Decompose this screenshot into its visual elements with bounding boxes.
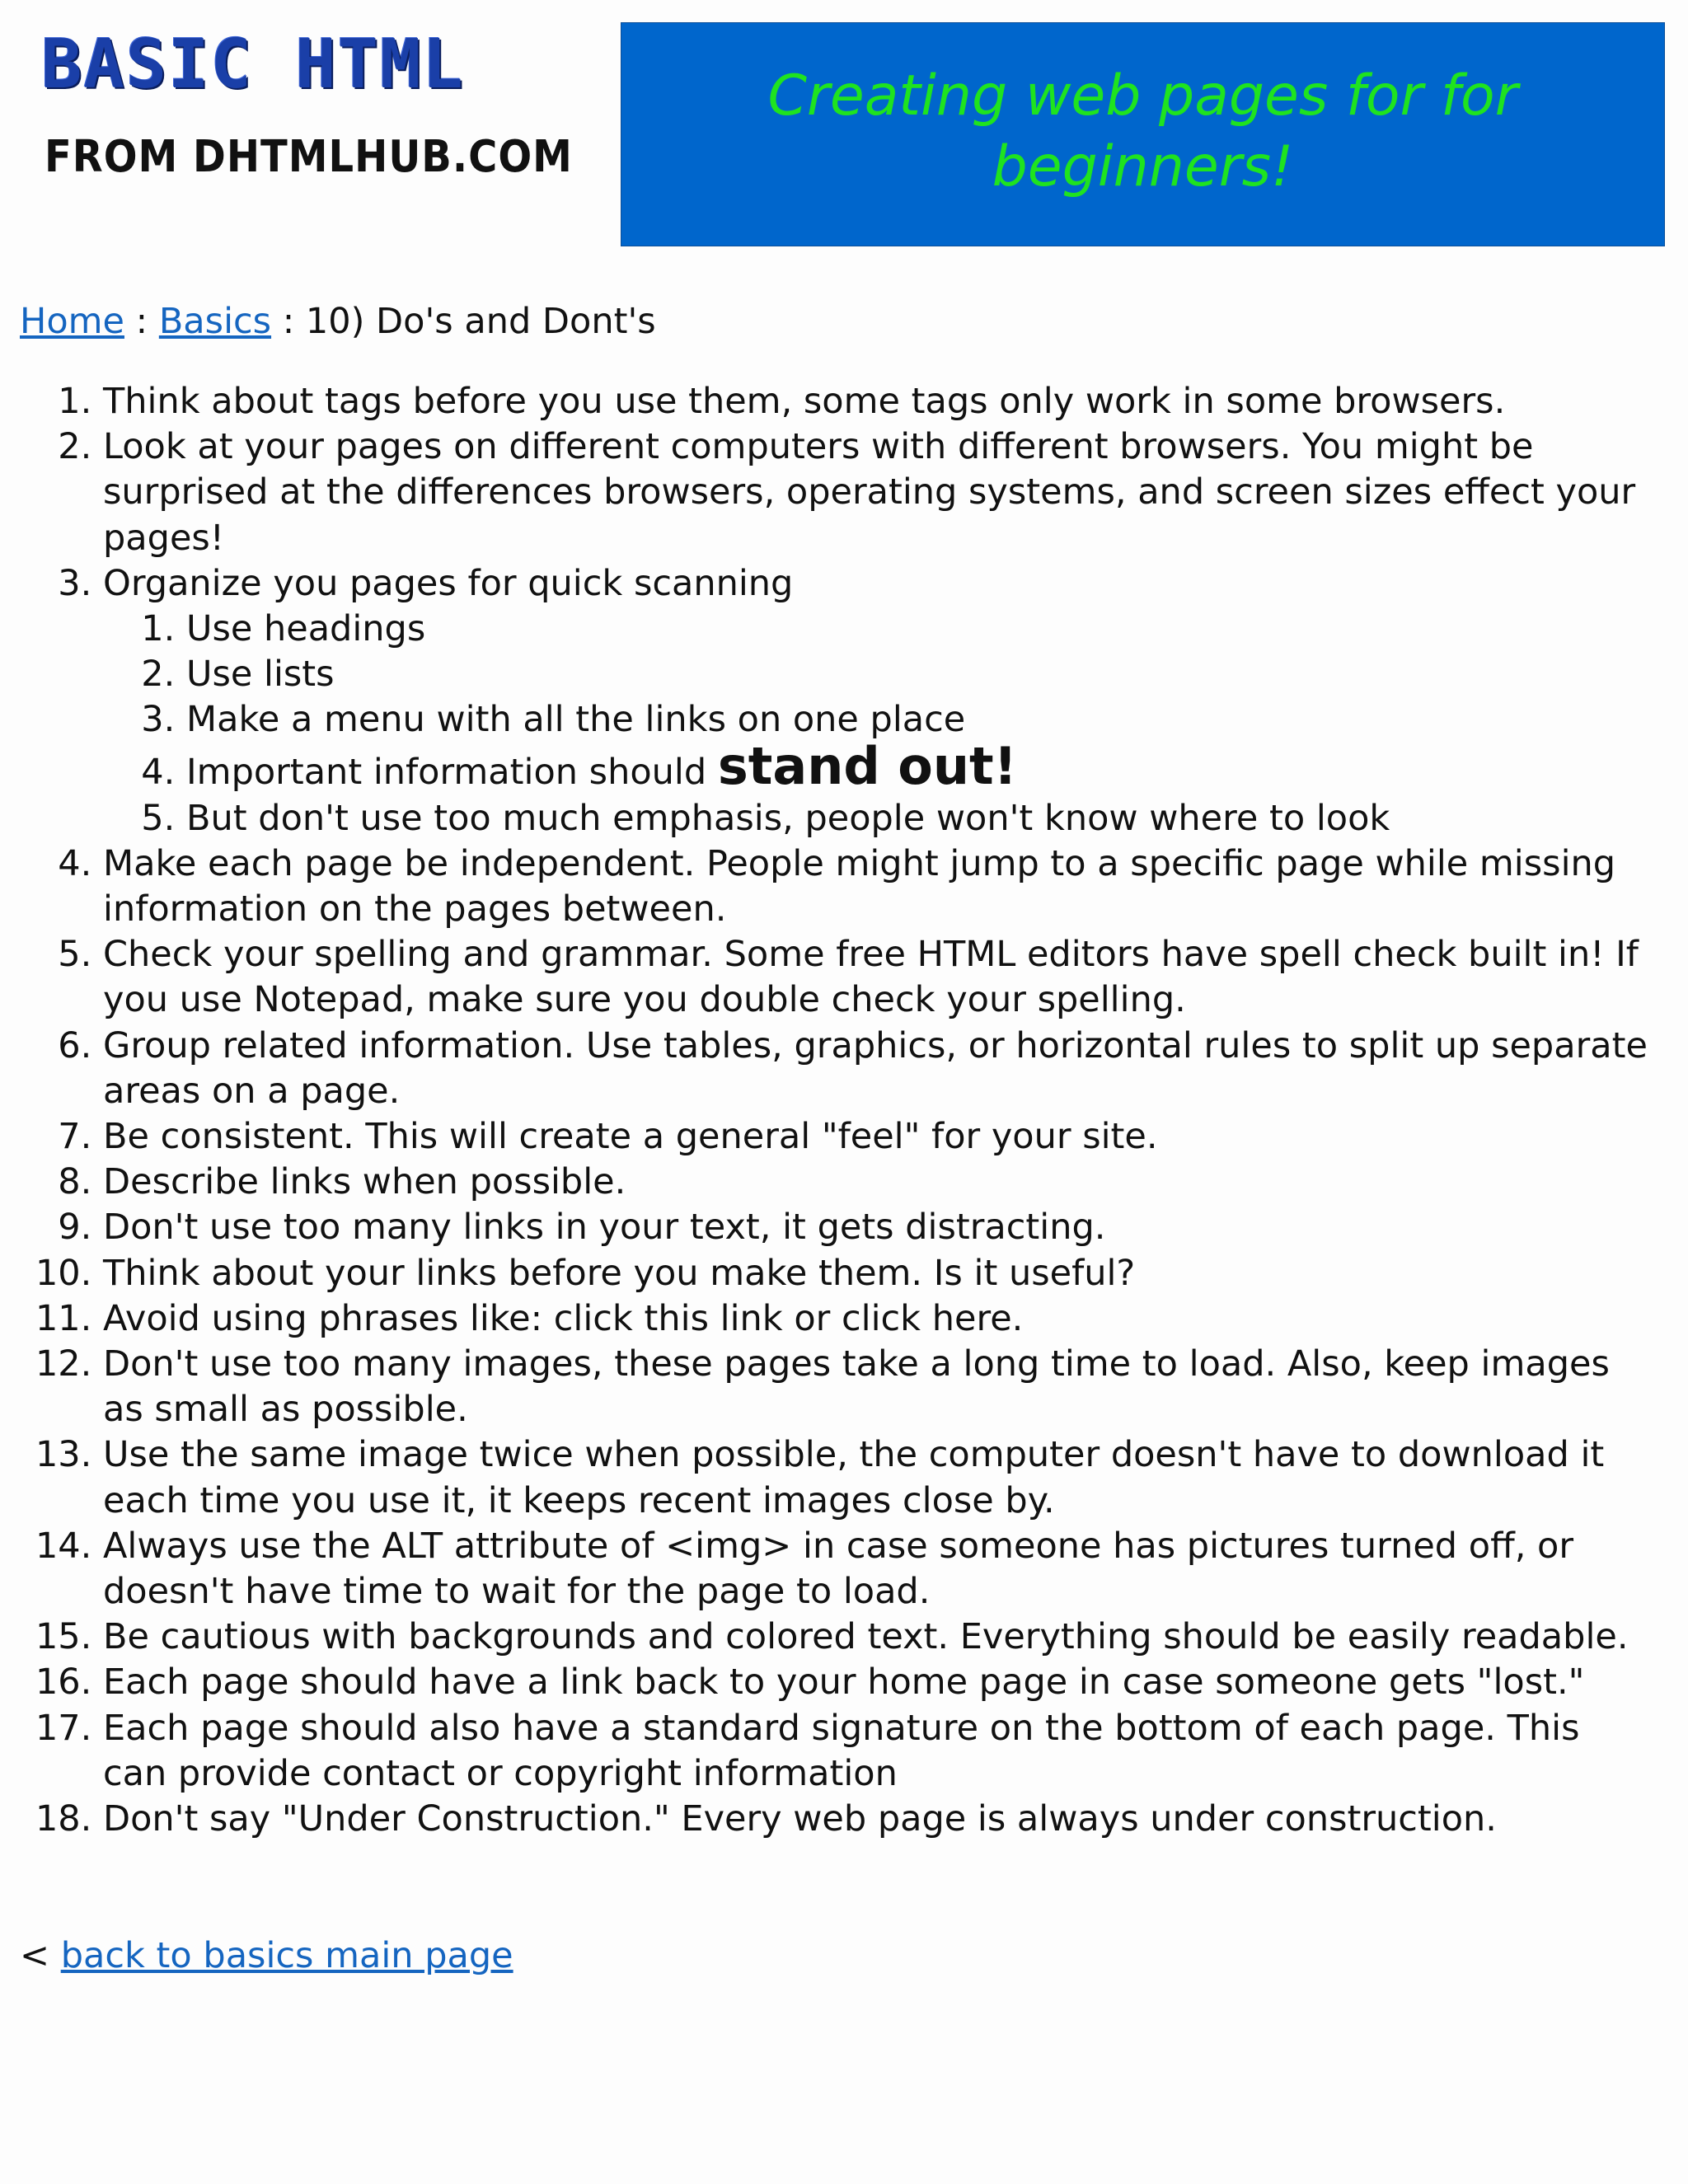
breadcrumb-home-link[interactable]: Home <box>20 301 124 342</box>
list-item: 17. Each page should also have a standard signature on the bottom of each page. This can provide contact or copyright information <box>103 1706 1653 1797</box>
back-navigation <box>20 1933 513 1979</box>
logo-subtitle: FROM DHTMLHUB.COM <box>45 130 573 183</box>
tips-list <box>0 379 1653 1842</box>
list-item: 4. Make each page be independent. People might jump to a specific page while missing information on the pages between. <box>103 841 1653 932</box>
breadcrumb-basics-link[interactable]: Basics <box>158 301 272 342</box>
sub-list-item: 1. Use headings <box>186 607 1653 652</box>
list-item: 10. Think about your links before you make them. Is it useful? <box>103 1251 1653 1296</box>
list-item: 14. Always use the ALT attribute of <img> in case someone has pictures turned off, or doesn't have time to wait for the page to load. <box>103 1524 1653 1615</box>
header-banner <box>621 22 1665 246</box>
sub-list-item-text: Important information should <box>186 751 718 793</box>
breadcrumb-separator: : <box>124 301 159 342</box>
list-item: 2. Look at your pages on different computers with different browsers. You might be surprised at the differences browsers, operating systems, and screen sizes effect your pages! <box>103 424 1653 561</box>
list-item <box>103 561 1653 841</box>
list-item: 9. Don't use too many links in your text, it gets distracting. <box>103 1205 1653 1250</box>
sub-list-item: 2. Use lists <box>186 652 1653 697</box>
breadcrumb <box>20 298 656 344</box>
logo-title: BASIC HTML <box>41 26 465 104</box>
list-item-text: Organize you pages for quick scanning <box>103 562 794 604</box>
back-to-basics-link[interactable]: back to basics main page <box>60 1935 513 1976</box>
list-item: 5. Check your spelling and grammar. Some free HTML editors have spell check built in! If you use Notepad, make sure you double check your spelling. <box>103 932 1653 1023</box>
banner-tagline: Creating web pages for for beginners! <box>767 63 1518 199</box>
list-item: 8. Describe links when possible. <box>103 1160 1653 1205</box>
breadcrumb-separator: : <box>271 301 306 342</box>
list-item: 1. Think about tags before you use them, some tags only work in some browsers. <box>103 379 1653 424</box>
list-item: 12. Don't use too many images, these pages take a long time to load. Also, keep images as small as possible. <box>103 1342 1653 1432</box>
list-item: 18. Don't say "Under Construction." Every web page is always under construction. <box>103 1797 1653 1842</box>
sub-list-item <box>186 735 1653 796</box>
sub-list-item: 3. Make a menu with all the links on one place <box>186 697 1653 743</box>
list-item: 16. Each page should have a link back to your home page in case someone gets "lost." <box>103 1660 1653 1705</box>
breadcrumb-current: 10) Do's and Dont's <box>305 301 656 342</box>
list-item: 7. Be consistent. This will create a general "feel" for your site. <box>103 1114 1653 1160</box>
list-item: 15. Be cautious with backgrounds and colored text. Everything should be easily readable. <box>103 1615 1653 1660</box>
list-item: 13. Use the same image twice when possible, the computer doesn't have to download it each time you use it, it keeps recent images close by. <box>103 1432 1653 1523</box>
emphasis-text: stand out! <box>717 735 1017 796</box>
sub-list-item: 5. But don't use too much emphasis, people won't know where to look <box>186 796 1653 841</box>
organize-sublist <box>103 607 1653 841</box>
list-item: 11. Avoid using phrases like: click this link or click here. <box>103 1296 1653 1342</box>
site-logo <box>41 26 573 196</box>
back-arrow: < <box>20 1935 61 1976</box>
list-item: 6. Group related information. Use tables, graphics, or horizontal rules to split up separate areas on a page. <box>103 1024 1653 1114</box>
